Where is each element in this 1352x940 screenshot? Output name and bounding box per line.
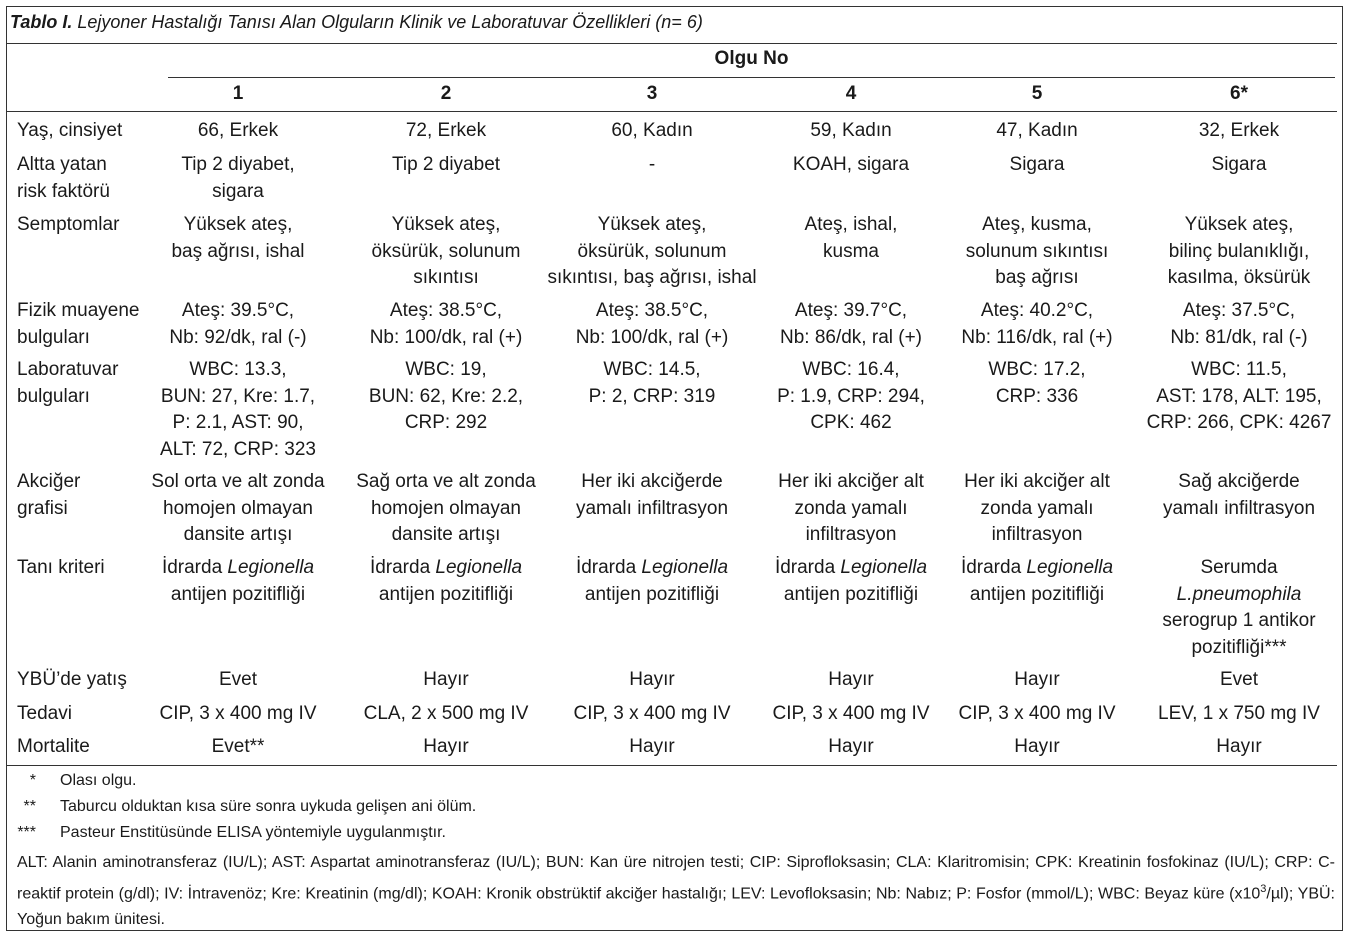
- column-header-5: 5: [1031, 83, 1043, 104]
- table-cell: Evet: [1219, 669, 1259, 690]
- cell-text: Serumda: [1200, 557, 1278, 578]
- table-cell: [1139, 555, 1339, 661]
- italic-term: Legionella: [1026, 557, 1114, 578]
- footnote-symbol: ***: [17, 824, 36, 841]
- table-cell: Evet**: [211, 736, 265, 757]
- row-label: Tanı kriteri: [17, 557, 105, 578]
- cell-text: antijen pozitifliği: [584, 583, 720, 605]
- table-cell: [544, 555, 760, 608]
- table-cell: Hayır: [629, 669, 675, 690]
- table-cell: Yüksek ateş, öksürük, solunum sıkıntısı: [371, 214, 521, 288]
- row-label: Mortalite: [17, 736, 90, 757]
- table-cell: [346, 555, 546, 608]
- table-cell: Hayır: [423, 736, 469, 757]
- table-cell: [947, 555, 1127, 608]
- table-cell: Ateş: 38.5°C, Nb: 100/dk, ral (+): [575, 300, 729, 348]
- group-title: Olgu No: [714, 48, 789, 69]
- table-cell: Her iki akciğer alt zonda yamalı infiltrasyon: [964, 471, 1110, 545]
- table-cell: 72, Erkek: [405, 120, 487, 141]
- column-header-3: 3: [646, 83, 658, 104]
- table-cell: Ateş, kusma, solunum sıkıntısı baş ağrısı: [965, 214, 1109, 288]
- cell-text: antijen pozitifliği: [170, 583, 306, 605]
- row-label: YBÜ’de yatış: [17, 669, 127, 690]
- row-label: Tedavi: [17, 703, 72, 724]
- table-cell: Hayır: [828, 736, 874, 757]
- table-cell: Yüksek ateş, öksürük, solunum sıkıntısı, baş ağrısı, ishal: [547, 214, 757, 288]
- abbreviations-text-2: /µl); YBÜ: Yoğun bakım ünitesi.: [17, 885, 1336, 929]
- table-cell: Sağ orta ve alt zonda homojen olmayan dansite artışı: [356, 471, 536, 545]
- cell-text: antijen pozitifliği: [378, 583, 514, 605]
- table-cell: Ateş: 39.7°C, Nb: 86/dk, ral (+): [779, 300, 923, 348]
- table-cell: 60, Kadın: [611, 120, 693, 141]
- rule-table-bottom: [6, 765, 1337, 766]
- table-cell: Hayır: [629, 736, 675, 757]
- footnote-text: Pasteur Enstitüsünde ELISA yöntemiyle uygulanmıştır.: [60, 824, 446, 841]
- abbreviations-text-1: ALT: Alanin aminotransferaz (IU/L); AST: Aspartat aminotransferaz (IU/L); BUN: Kan üre nitrojen testi; CIP: Siprofloksasin; CLA: Klaritromisin; CPK: Kreatinin fosfokinaz (IU/L); CRP: C-reaktif protein (g/dl); IV: İntravenöz; Kre: Kreatinin (mg/dl); KOAH: Kronik obstrüktif akciğer hastalığı; LEV: Levofloksasin; Nb: Nabız; P: Fosfor (mmol/L); WBC: Beyaz küre (x10: [17, 854, 1335, 903]
- table-cell: [761, 555, 941, 608]
- table-caption: [10, 12, 703, 33]
- footnote-symbol: *: [29, 772, 36, 789]
- table-cell: Her iki akciğerde yamalı infiltrasyon: [575, 471, 729, 519]
- row-label: Yaş, cinsiyet: [17, 120, 123, 141]
- table-cell: CIP, 3 x 400 mg IV: [958, 703, 1116, 724]
- row-label: Laboratuvar bulguları: [17, 359, 119, 407]
- table-cell: Hayır: [1216, 736, 1262, 757]
- table-cell: WBC: 13.3, BUN: 27, Kre: 1.7, P: 2.1, AST: 90, ALT: 72, CRP: 323: [160, 359, 316, 460]
- table-cell: Evet: [218, 669, 258, 690]
- table-cell: Tip 2 diyabet: [391, 154, 501, 175]
- table-cell: WBC: 16.4, P: 1.9, CRP: 294, CPK: 462: [777, 359, 925, 433]
- cell-text: antijen pozitifliği: [969, 583, 1105, 605]
- table-cell: Hayır: [423, 669, 469, 690]
- table-cell: 47, Kadın: [996, 120, 1078, 141]
- table-cell: Hayır: [828, 669, 874, 690]
- table-cell: WBC: 19, BUN: 62, Kre: 2.2, CRP: 292: [368, 359, 524, 433]
- abbreviations: [17, 850, 1335, 933]
- italic-term: Legionella: [840, 557, 928, 578]
- abbreviations-superscript: 3: [1260, 883, 1267, 895]
- table-cell: CIP, 3 x 400 mg IV: [159, 703, 317, 724]
- column-header-6: 6*: [1230, 83, 1248, 104]
- table-cell: Ateş: 40.2°C, Nb: 116/dk, ral (+): [961, 300, 1113, 348]
- row-label: Fizik muayene bulguları: [17, 300, 140, 348]
- cell-text: İdrarda: [575, 557, 642, 578]
- caption-label: Tablo I.: [10, 12, 73, 32]
- table-cell: CIP, 3 x 400 mg IV: [772, 703, 930, 724]
- table-cell: LEV, 1 x 750 mg IV: [1158, 703, 1320, 724]
- footnote-text: Taburcu olduktan kısa süre sonra uykuda gelişen ani ölüm.: [60, 798, 477, 815]
- rule-header-bottom: [6, 111, 1337, 112]
- table-cell: WBC: 11.5, AST: 178, ALT: 195, CRP: 266, CPK: 4267: [1146, 359, 1332, 433]
- italic-term: L.pneumophila: [1176, 583, 1302, 605]
- table-cell: Hayır: [1014, 736, 1060, 757]
- row-label: Akciğer grafisi: [17, 471, 81, 519]
- table-cell: KOAH, sigara: [792, 154, 910, 175]
- caption-text: Lejyoner Hastalığı Tanısı Alan Olguların Klinik ve Laboratuvar Özellikleri (n= 6): [72, 12, 703, 32]
- table-cell: Yüksek ateş, baş ağrısı, ishal: [171, 214, 305, 262]
- footnote-symbol: **: [23, 798, 36, 815]
- table-cell: 59, Kadın: [810, 120, 892, 141]
- table-cell: Sağ akciğerde yamalı infiltrasyon: [1162, 471, 1316, 519]
- table-cell: Her iki akciğer alt zonda yamalı infiltrasyon: [778, 471, 924, 545]
- table-cell: Ateş, ishal, kusma: [804, 214, 898, 262]
- table-cell: Sigara: [1009, 154, 1065, 175]
- footnote: [23, 794, 477, 820]
- table-cell: CIP, 3 x 400 mg IV: [573, 703, 731, 724]
- cell-text: İdrarda: [774, 557, 841, 578]
- row-label: Semptomlar: [17, 214, 120, 235]
- table-cell: Ateş: 39.5°C, Nb: 92/dk, ral (-): [169, 300, 307, 348]
- table-cell: WBC: 17.2, CRP: 336: [988, 359, 1086, 407]
- cell-text: İdrarda: [161, 557, 228, 578]
- cell-text: serogrup 1 antikor pozitifliği***: [1162, 610, 1316, 658]
- row-label: Altta yatan risk faktörü: [17, 154, 110, 202]
- table-cell: Yüksek ateş, bilinç bulanıklığı, kasılma, öksürük: [1167, 214, 1311, 288]
- table-cell: Ateş: 38.5°C, Nb: 100/dk, ral (+): [369, 300, 523, 348]
- cell-text: İdrarda: [369, 557, 436, 578]
- footnote: [29, 768, 137, 794]
- rule-top: [6, 43, 1337, 44]
- table-cell: 66, Erkek: [197, 120, 279, 141]
- italic-term: Legionella: [435, 557, 523, 578]
- column-header-1: 1: [232, 83, 244, 104]
- column-header-4: 4: [845, 83, 857, 104]
- table-cell: Sol orta ve alt zonda homojen olmayan dansite artışı: [151, 471, 325, 545]
- table-cell: Hayır: [1014, 669, 1060, 690]
- italic-term: Legionella: [227, 557, 315, 578]
- cell-text: İdrarda: [960, 557, 1027, 578]
- table-cell: [138, 555, 338, 608]
- italic-term: Legionella: [641, 557, 729, 578]
- table-cell: 32, Erkek: [1198, 120, 1280, 141]
- footnote: [17, 820, 446, 846]
- table-cell: WBC: 14.5, P: 2, CRP: 319: [588, 359, 716, 407]
- column-header-2: 2: [440, 83, 452, 104]
- table-cell: Tip 2 diyabet, sigara: [181, 154, 295, 202]
- cell-text: antijen pozitifliği: [783, 583, 919, 605]
- table-cell: Sigara: [1211, 154, 1267, 175]
- table-cell: Ateş: 37.5°C, Nb: 81/dk, ral (-): [1170, 300, 1308, 348]
- rule-group: [168, 77, 1335, 78]
- footnote-text: Olası olgu.: [60, 772, 137, 789]
- table-cell: CLA, 2 x 500 mg IV: [363, 703, 529, 724]
- table-cell: -: [648, 154, 656, 175]
